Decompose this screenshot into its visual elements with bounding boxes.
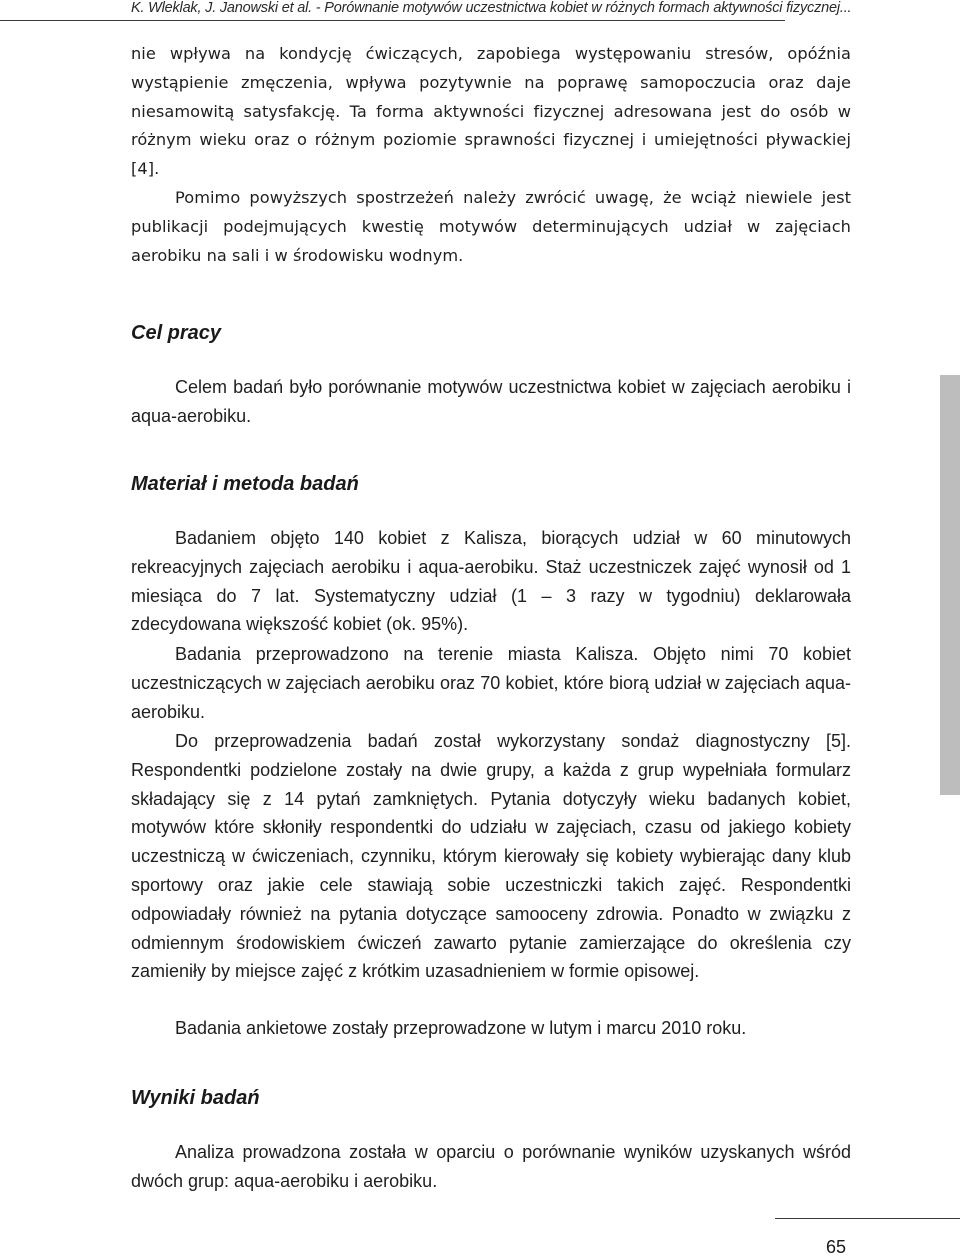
running-header: K. Wleklak, J. Janowski et al. - Porównanie motywów uczestnictwa kobiet w różnych formach aktywności fizycznej...: [131, 0, 852, 16]
footer-rule: [775, 1218, 960, 1219]
methods-paragraph-1: Badaniem objęto 140 kobiet z Kalisza, biorących udział w 60 minutowych rekreacyjnych zajęciach aerobiku i aqua-aerobiku. Staż uczestniczek zajęć wynosił od 1 miesiąca do 7 lat. Systematyczny udział (1 – 3 razy w tygodniu) deklarowała zdecydowana większość kobiet (ok. 95%).: [131, 528, 851, 635]
methods-paragraph-2: Badania przeprowadzono na terenie miasta Kalisza. Objęto nimi 70 kobiet uczestniczących w zajęciach aerobiku oraz 70 kobiet, które biorą udział w zajęciach aqua-aerobiku.: [131, 644, 851, 722]
page-number: 65: [826, 1237, 847, 1257]
section-heading-results: Wyniki badań: [131, 1087, 260, 1109]
intro-paragraph-1: nie wpływa na kondycję ćwiczących, zapobiega występowaniu stresów, opóźnia wystąpienie zmęczenia, wpływa pozytywnie na poprawę samopoczucia oraz daje niesamowitą satysfakcję. Ta forma aktywności fizycznej adresowana jest do osób w różnym wieku oraz o różnym poziomie sprawności fizycznej i umiejętności pływackiej [4].: [131, 44, 851, 179]
side-tab-marker: [940, 375, 960, 795]
aim-paragraph-1: Celem badań było porównanie motywów uczestnictwa kobiet w zajęciach aerobiku i aqua-aerobiku.: [131, 377, 851, 426]
results-paragraph-1: Analiza prowadzona została w oparciu o porównanie wyników uzyskanych wśród dwóch grup: aqua-aerobiku i aerobiku.: [131, 1142, 851, 1191]
methods-paragraph-3: Do przeprowadzenia badań został wykorzystany sondaż diagnostyczny [5]. Respondentki podzielone zostały na dwie grupy, a każda z grup wypełniała formularz składający się z 14 pytań zamkniętych. Pytania dotyczyły wieku badanych kobiet, motywów które skłoniły respondentki do udziału w zajęciach, czasu od jakiego kobiety uczestniczą w ćwiczeniach, czynniku, którym kierowały się kobiety wybierając dany klub sportowy oraz jakie cele stawiają sobie uczestniczki takich zajęć. Respondentki odpowiadały również na pytania dotyczące samooceny zdrowia. Ponadto w związku z odmiennym środowiskiem ćwiczeń zawarto pytanie zamierzające do określenia czy zamieniły by miejsce zajęć z krótkim uzasadnieniem w formie opisowej.: [131, 731, 851, 982]
section-heading-methods: Materiał i metoda badań: [131, 473, 359, 495]
section-heading-aim: Cel pracy: [131, 322, 222, 344]
intro-paragraph-2: Pomimo powyższych spostrzeżeń należy zwrócić uwagę, że wciąż niewiele jest publikacji podejmujących kwestię motywów determinujących udział w zajęciach aerobiku na sali i w środowisku wodnym.: [131, 188, 851, 265]
header-rule: [0, 20, 785, 21]
methods-paragraph-4: Badania ankietowe zostały przeprowadzone w lutym i marcu 2010 roku.: [175, 1018, 747, 1038]
